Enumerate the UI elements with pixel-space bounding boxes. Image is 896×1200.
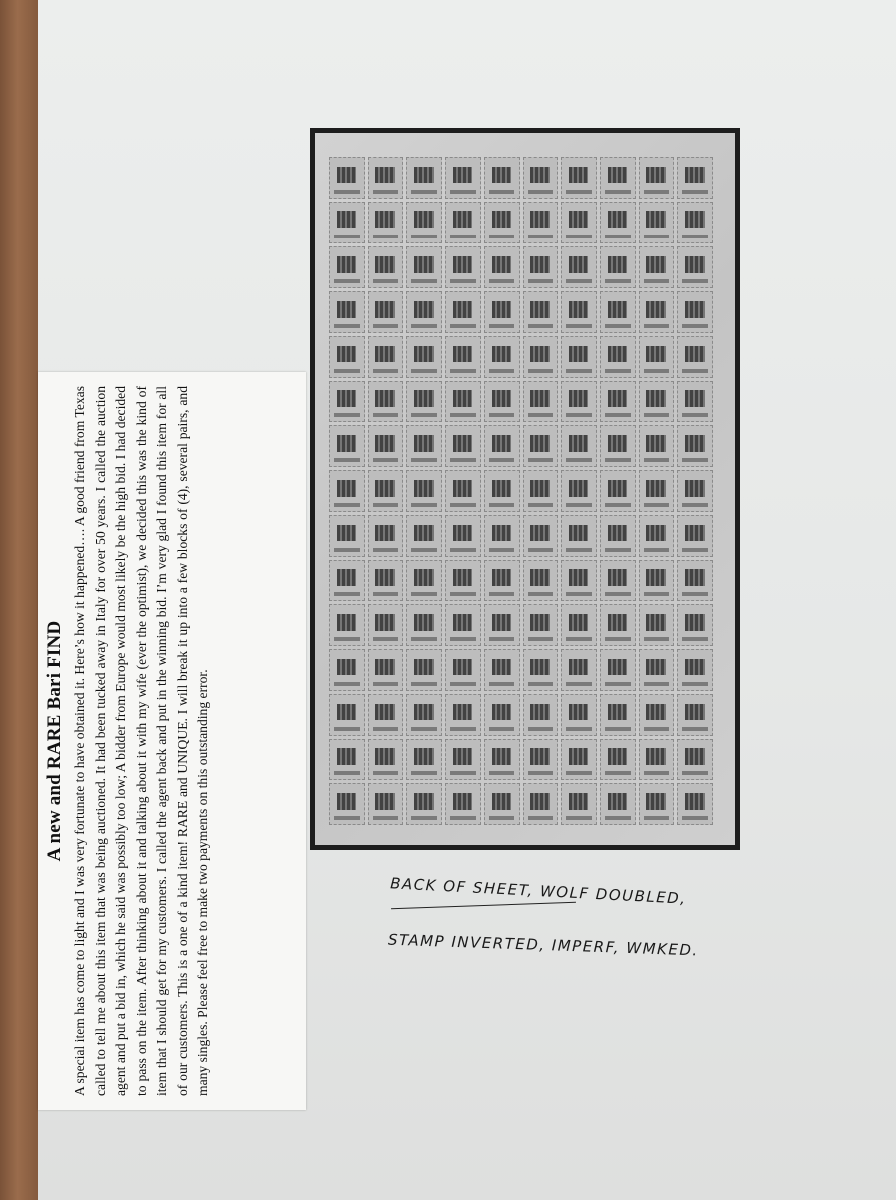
stamp [677, 336, 713, 378]
stamp [368, 246, 404, 288]
stamp [368, 470, 404, 512]
stamp [445, 694, 481, 736]
stamp [561, 202, 597, 244]
stamp [368, 560, 404, 602]
stamp [329, 425, 365, 467]
stamp [677, 560, 713, 602]
stamp [639, 291, 675, 333]
article-body: A special item has come to light and I was very fortunate to have obtained it. Here’s how it happened…. A good friend from Texas called to tell me about this item that was being auctioned. It had been tucked away in Italy for over 50 years. I called the auction agent and put a bid in, which he said was possibly too low; A bidder from Europe would most likely be the high bid. I had decided to pass on the item. After thinking about it and talking about it with my wife (ever the optimist), we decided this was the kind of item that I should get for my customers. I called the agent back and put in the winning bid. I’m very glad I found this item for all of our customers. This is a one of a kind item! RARE and UNIQUE. I will break it up into a few blocks of (4), several pairs, and many singles. Please feel free to make two payments on this outstanding error. [72, 386, 210, 1096]
article-title: A new and RARE Bari FIND [44, 620, 65, 862]
stamp [368, 783, 404, 825]
stamp [523, 649, 559, 691]
stamp [600, 246, 636, 288]
stamp [484, 381, 520, 423]
stamp [406, 694, 442, 736]
stamp [329, 470, 365, 512]
stamp [445, 202, 481, 244]
stamp [406, 336, 442, 378]
stamp [445, 336, 481, 378]
stamp [406, 425, 442, 467]
stamp [561, 649, 597, 691]
stamp [445, 783, 481, 825]
stamp [639, 157, 675, 199]
stamp [600, 336, 636, 378]
stamp [484, 157, 520, 199]
stamp [677, 246, 713, 288]
stamp [523, 604, 559, 646]
stamp [484, 291, 520, 333]
stamp [445, 649, 481, 691]
stamp [484, 425, 520, 467]
stamp [368, 515, 404, 557]
stamp [406, 246, 442, 288]
stamp [677, 515, 713, 557]
stamp [523, 246, 559, 288]
stamp [600, 604, 636, 646]
stamp [677, 381, 713, 423]
stamp [484, 783, 520, 825]
stamp [600, 202, 636, 244]
stamp [329, 515, 365, 557]
stamp [445, 560, 481, 602]
stamp [523, 202, 559, 244]
stamp [639, 246, 675, 288]
handwritten-note-line-2: STAMP INVERTED, IMPERF, WMKED. [387, 930, 700, 960]
stamp [329, 157, 365, 199]
stamp [445, 157, 481, 199]
stamp [639, 336, 675, 378]
stamp [406, 291, 442, 333]
stamp [406, 157, 442, 199]
stamp [484, 649, 520, 691]
stamp [639, 739, 675, 781]
stamp [368, 202, 404, 244]
stamp [368, 604, 404, 646]
stamp [484, 604, 520, 646]
stamp [561, 336, 597, 378]
article-rotated [38, 372, 306, 1110]
stamp [484, 470, 520, 512]
stamp [561, 470, 597, 512]
stamp [639, 783, 675, 825]
stamp [639, 425, 675, 467]
stamp [639, 381, 675, 423]
stamp [523, 336, 559, 378]
stamp [368, 157, 404, 199]
stamp [329, 381, 365, 423]
stamp [406, 560, 442, 602]
stamp [639, 515, 675, 557]
stamp [329, 649, 365, 691]
stamp [561, 425, 597, 467]
stamp [329, 560, 365, 602]
stamp [561, 694, 597, 736]
stamp [561, 157, 597, 199]
stamp [639, 649, 675, 691]
stamp [484, 694, 520, 736]
stamp [368, 336, 404, 378]
stamp [523, 425, 559, 467]
stamp [600, 694, 636, 736]
article-clipping [38, 372, 306, 1110]
stamp [523, 291, 559, 333]
stamp [600, 425, 636, 467]
stamp [600, 381, 636, 423]
stamp [484, 246, 520, 288]
stamp [368, 425, 404, 467]
stamp [368, 649, 404, 691]
stamp [406, 739, 442, 781]
stamp [445, 515, 481, 557]
note-underline [391, 902, 576, 909]
stamp [523, 560, 559, 602]
stamp [523, 157, 559, 199]
stamp [523, 515, 559, 557]
stamp [561, 515, 597, 557]
stamp [639, 560, 675, 602]
stamp [368, 291, 404, 333]
stamp [406, 649, 442, 691]
stamp [639, 470, 675, 512]
stamp [639, 604, 675, 646]
stamp [406, 470, 442, 512]
stamp [484, 336, 520, 378]
stamp [484, 202, 520, 244]
stamp [329, 202, 365, 244]
stamp [523, 381, 559, 423]
stamp-sheet-photocopy [310, 128, 740, 850]
stamp [561, 560, 597, 602]
stamp [600, 291, 636, 333]
stamp [677, 470, 713, 512]
stamp [677, 739, 713, 781]
stamp [329, 783, 365, 825]
stamp [677, 604, 713, 646]
stamp [561, 381, 597, 423]
stamp [523, 694, 559, 736]
stamp [484, 560, 520, 602]
stamp [600, 470, 636, 512]
stamp [445, 604, 481, 646]
stamp-sheet [315, 133, 735, 845]
stamp-grid [329, 157, 713, 825]
stamp [600, 739, 636, 781]
stamp [329, 739, 365, 781]
stamp [677, 649, 713, 691]
stamp [406, 604, 442, 646]
stamp [368, 739, 404, 781]
stamp [445, 381, 481, 423]
stamp [600, 649, 636, 691]
stamp [561, 783, 597, 825]
stamp [677, 157, 713, 199]
stamp [600, 783, 636, 825]
stamp [523, 739, 559, 781]
stamp [484, 515, 520, 557]
stamp [368, 694, 404, 736]
stamp [600, 560, 636, 602]
stamp [561, 604, 597, 646]
handwritten-note-line-1: BACK OF SHEET, WOLF DOUBLED, [389, 874, 687, 908]
stamp [600, 515, 636, 557]
stamp [561, 291, 597, 333]
stamp [677, 694, 713, 736]
stamp [639, 694, 675, 736]
stamp [677, 425, 713, 467]
stamp [445, 246, 481, 288]
stamp [677, 202, 713, 244]
stamp [445, 470, 481, 512]
stamp [329, 246, 365, 288]
stamp [484, 739, 520, 781]
stamp [329, 291, 365, 333]
stamp [523, 783, 559, 825]
stamp [406, 202, 442, 244]
stamp [329, 694, 365, 736]
stamp [368, 381, 404, 423]
stamp [406, 515, 442, 557]
stamp [445, 425, 481, 467]
stamp [677, 783, 713, 825]
stamp [406, 381, 442, 423]
stamp [677, 291, 713, 333]
stamp [445, 291, 481, 333]
stamp [445, 739, 481, 781]
stamp [329, 604, 365, 646]
stamp [600, 157, 636, 199]
stamp [406, 783, 442, 825]
stamp [561, 739, 597, 781]
stamp [329, 336, 365, 378]
stamp [561, 246, 597, 288]
stamp [639, 202, 675, 244]
stamp [523, 470, 559, 512]
